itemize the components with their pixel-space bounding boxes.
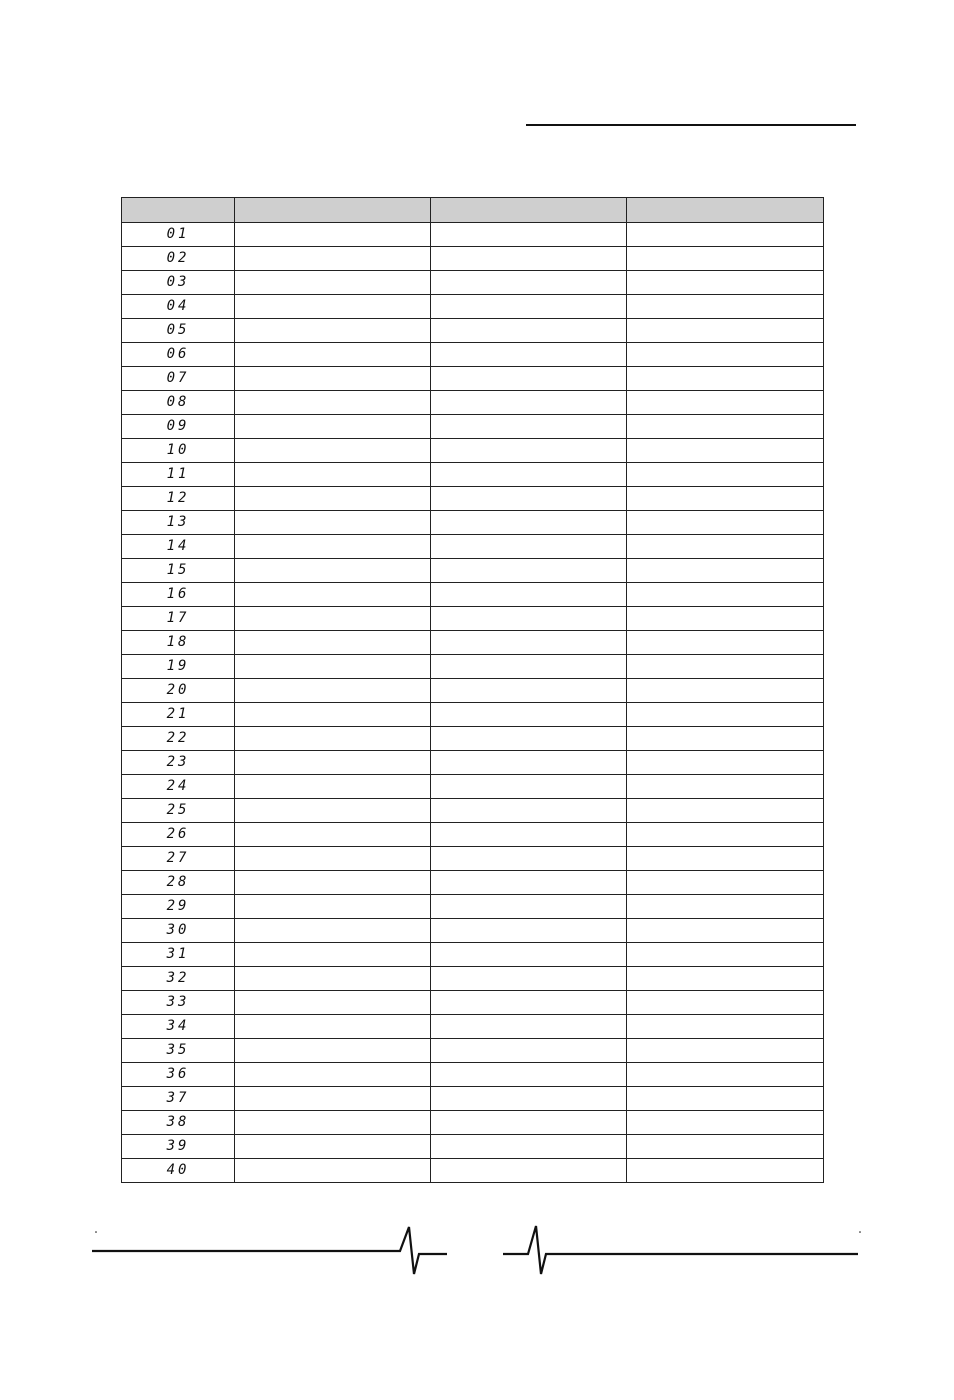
entry-cell (627, 991, 824, 1015)
table-row (122, 1087, 824, 1111)
table-row (122, 727, 824, 751)
entry-cell (235, 535, 431, 559)
row-number: 07 (122, 367, 235, 391)
entry-cell (431, 1135, 627, 1159)
entry-cell (627, 559, 824, 583)
entry-cell (235, 415, 431, 439)
entry-cell (235, 223, 431, 247)
entry-cell (235, 271, 431, 295)
table-body (122, 223, 824, 1183)
entry-cell (235, 367, 431, 391)
entry-cell (431, 223, 627, 247)
row-number: 01 (122, 223, 235, 247)
row-number: 18 (122, 631, 235, 655)
entry-cell (235, 703, 431, 727)
entry-cell (431, 463, 627, 487)
table-row (122, 535, 824, 559)
entry-cell (235, 319, 431, 343)
entry-cell (627, 847, 824, 871)
table-row (122, 1015, 824, 1039)
row-number: 38 (122, 1111, 235, 1135)
entry-cell (627, 583, 824, 607)
entry-cell (627, 247, 824, 271)
table-row (122, 1159, 824, 1183)
table-row (122, 943, 824, 967)
row-number: 37 (122, 1087, 235, 1111)
header-rule (526, 124, 856, 126)
row-number: 11 (122, 463, 235, 487)
entry-cell (431, 1039, 627, 1063)
entry-cell (431, 967, 627, 991)
table-row (122, 439, 824, 463)
row-number: 09 (122, 415, 235, 439)
entry-cell (431, 991, 627, 1015)
entry-cell (431, 799, 627, 823)
table-row (122, 655, 824, 679)
entry-cell (235, 679, 431, 703)
header-cell-number (122, 198, 235, 223)
entry-cell (235, 391, 431, 415)
footer-pulse-line (0, 1220, 954, 1290)
header-cell-col-c (627, 198, 824, 223)
entry-cell (235, 439, 431, 463)
row-number: 31 (122, 943, 235, 967)
entry-cell (627, 607, 824, 631)
entry-cell (627, 1111, 824, 1135)
row-number: 20 (122, 679, 235, 703)
row-number: 34 (122, 1015, 235, 1039)
entry-cell (627, 463, 824, 487)
entry-cell (627, 631, 824, 655)
entry-cell (235, 1111, 431, 1135)
entry-cell (627, 799, 824, 823)
row-number: 24 (122, 775, 235, 799)
entry-cell (235, 463, 431, 487)
entry-cell (235, 511, 431, 535)
entry-cell (627, 1159, 824, 1183)
entry-cell (627, 343, 824, 367)
entry-cell (627, 655, 824, 679)
entry-cell (627, 319, 824, 343)
entry-cell (431, 439, 627, 463)
entry-cell (235, 655, 431, 679)
entry-cell (235, 1135, 431, 1159)
entry-cell (431, 391, 627, 415)
entry-cell (431, 271, 627, 295)
entry-cell (235, 895, 431, 919)
entry-cell (235, 871, 431, 895)
header-cell-col-b (431, 198, 627, 223)
table-row (122, 1135, 824, 1159)
entry-cell (431, 871, 627, 895)
heartbeat-pulse-icon (0, 1220, 954, 1290)
entry-cell (431, 367, 627, 391)
row-number: 08 (122, 391, 235, 415)
entry-cell (431, 487, 627, 511)
table-row (122, 343, 824, 367)
table-row (122, 991, 824, 1015)
row-number: 30 (122, 919, 235, 943)
row-number: 16 (122, 583, 235, 607)
table-row (122, 631, 824, 655)
entry-cell (431, 343, 627, 367)
table-row (122, 487, 824, 511)
entry-cell (235, 1039, 431, 1063)
entry-cell (235, 943, 431, 967)
table-row (122, 511, 824, 535)
entry-cell (431, 679, 627, 703)
row-number: 22 (122, 727, 235, 751)
entry-cell (627, 967, 824, 991)
row-number: 10 (122, 439, 235, 463)
table-row (122, 391, 824, 415)
entry-cell (431, 895, 627, 919)
entry-cell (627, 535, 824, 559)
entry-cell (235, 919, 431, 943)
row-number: 28 (122, 871, 235, 895)
entry-cell (235, 295, 431, 319)
entry-cell (235, 1159, 431, 1183)
entry-cell (235, 487, 431, 511)
row-number: 21 (122, 703, 235, 727)
entry-cell (431, 727, 627, 751)
entry-cell (431, 1159, 627, 1183)
table-row (122, 847, 824, 871)
entry-cell (627, 751, 824, 775)
row-number: 15 (122, 559, 235, 583)
entry-cell (431, 1111, 627, 1135)
entry-cell (627, 367, 824, 391)
entry-cell (235, 583, 431, 607)
entry-cell (235, 991, 431, 1015)
entry-cell (235, 775, 431, 799)
entry-cell (235, 847, 431, 871)
entry-cell (235, 343, 431, 367)
entry-cell (627, 703, 824, 727)
entry-cell (431, 703, 627, 727)
entry-cell (627, 727, 824, 751)
row-number: 14 (122, 535, 235, 559)
table-row (122, 319, 824, 343)
table-row (122, 1111, 824, 1135)
entry-cell (627, 823, 824, 847)
entry-cell (627, 271, 824, 295)
entry-cell (431, 535, 627, 559)
entry-cell (627, 943, 824, 967)
entry-cell (627, 439, 824, 463)
table-row (122, 799, 824, 823)
row-number: 40 (122, 1159, 235, 1183)
row-number: 36 (122, 1063, 235, 1087)
row-number: 25 (122, 799, 235, 823)
table-row (122, 367, 824, 391)
entry-cell (431, 775, 627, 799)
table-row (122, 823, 824, 847)
entry-cell (431, 319, 627, 343)
row-number: 39 (122, 1135, 235, 1159)
entry-cell (431, 1015, 627, 1039)
entry-cell (235, 751, 431, 775)
row-number: 32 (122, 967, 235, 991)
row-number: 12 (122, 487, 235, 511)
entry-cell (627, 1039, 824, 1063)
table-row (122, 295, 824, 319)
row-number: 04 (122, 295, 235, 319)
entry-cell (431, 247, 627, 271)
table-row (122, 703, 824, 727)
row-number: 35 (122, 1039, 235, 1063)
row-number: 33 (122, 991, 235, 1015)
entry-cell (431, 415, 627, 439)
entry-cell (431, 847, 627, 871)
entry-cell (431, 1063, 627, 1087)
table-row (122, 1039, 824, 1063)
row-number: 23 (122, 751, 235, 775)
row-number: 13 (122, 511, 235, 535)
entry-cell (235, 1063, 431, 1087)
table-row (122, 559, 824, 583)
entry-cell (431, 823, 627, 847)
entry-cell (627, 919, 824, 943)
entry-cell (431, 943, 627, 967)
entry-cell (627, 1063, 824, 1087)
table-row (122, 223, 824, 247)
entry-cell (627, 487, 824, 511)
row-number: 05 (122, 319, 235, 343)
entry-cell (235, 1015, 431, 1039)
entry-cell (431, 295, 627, 319)
table-row (122, 607, 824, 631)
entry-cell (431, 583, 627, 607)
entry-cell (431, 607, 627, 631)
entry-cell (627, 1087, 824, 1111)
entry-cell (235, 559, 431, 583)
entry-cell (431, 751, 627, 775)
entry-cell (627, 1015, 824, 1039)
table-row (122, 919, 824, 943)
entry-cell (627, 871, 824, 895)
entry-cell (627, 679, 824, 703)
row-number: 27 (122, 847, 235, 871)
table-row (122, 967, 824, 991)
entry-cell (235, 799, 431, 823)
table-header-row (122, 198, 824, 223)
entry-cell (431, 919, 627, 943)
entry-cell (235, 823, 431, 847)
entry-cell (431, 1087, 627, 1111)
table-row (122, 247, 824, 271)
entry-cell (431, 559, 627, 583)
table-row (122, 271, 824, 295)
entry-cell (627, 511, 824, 535)
entry-cell (627, 775, 824, 799)
entry-cell (235, 247, 431, 271)
table-row (122, 679, 824, 703)
row-number: 29 (122, 895, 235, 919)
table-row (122, 751, 824, 775)
row-number: 02 (122, 247, 235, 271)
entry-cell (235, 1087, 431, 1111)
table-row (122, 415, 824, 439)
table-row (122, 871, 824, 895)
entry-cell (627, 391, 824, 415)
entry-cell (431, 511, 627, 535)
row-number: 17 (122, 607, 235, 631)
row-number: 26 (122, 823, 235, 847)
table-row (122, 583, 824, 607)
row-number: 06 (122, 343, 235, 367)
header-cell-col-a (235, 198, 431, 223)
entry-cell (431, 655, 627, 679)
table-row (122, 463, 824, 487)
table-row (122, 895, 824, 919)
table-row (122, 1063, 824, 1087)
entry-cell (235, 727, 431, 751)
table-row (122, 775, 824, 799)
entry-cell (235, 607, 431, 631)
entry-cell (627, 415, 824, 439)
entry-cell (627, 1135, 824, 1159)
entry-cell (627, 295, 824, 319)
entry-cell (627, 223, 824, 247)
row-number: 19 (122, 655, 235, 679)
entry-cell (431, 631, 627, 655)
memory-log-table (121, 197, 824, 1183)
entry-cell (235, 967, 431, 991)
entry-cell (627, 895, 824, 919)
row-number: 03 (122, 271, 235, 295)
entry-cell (235, 631, 431, 655)
